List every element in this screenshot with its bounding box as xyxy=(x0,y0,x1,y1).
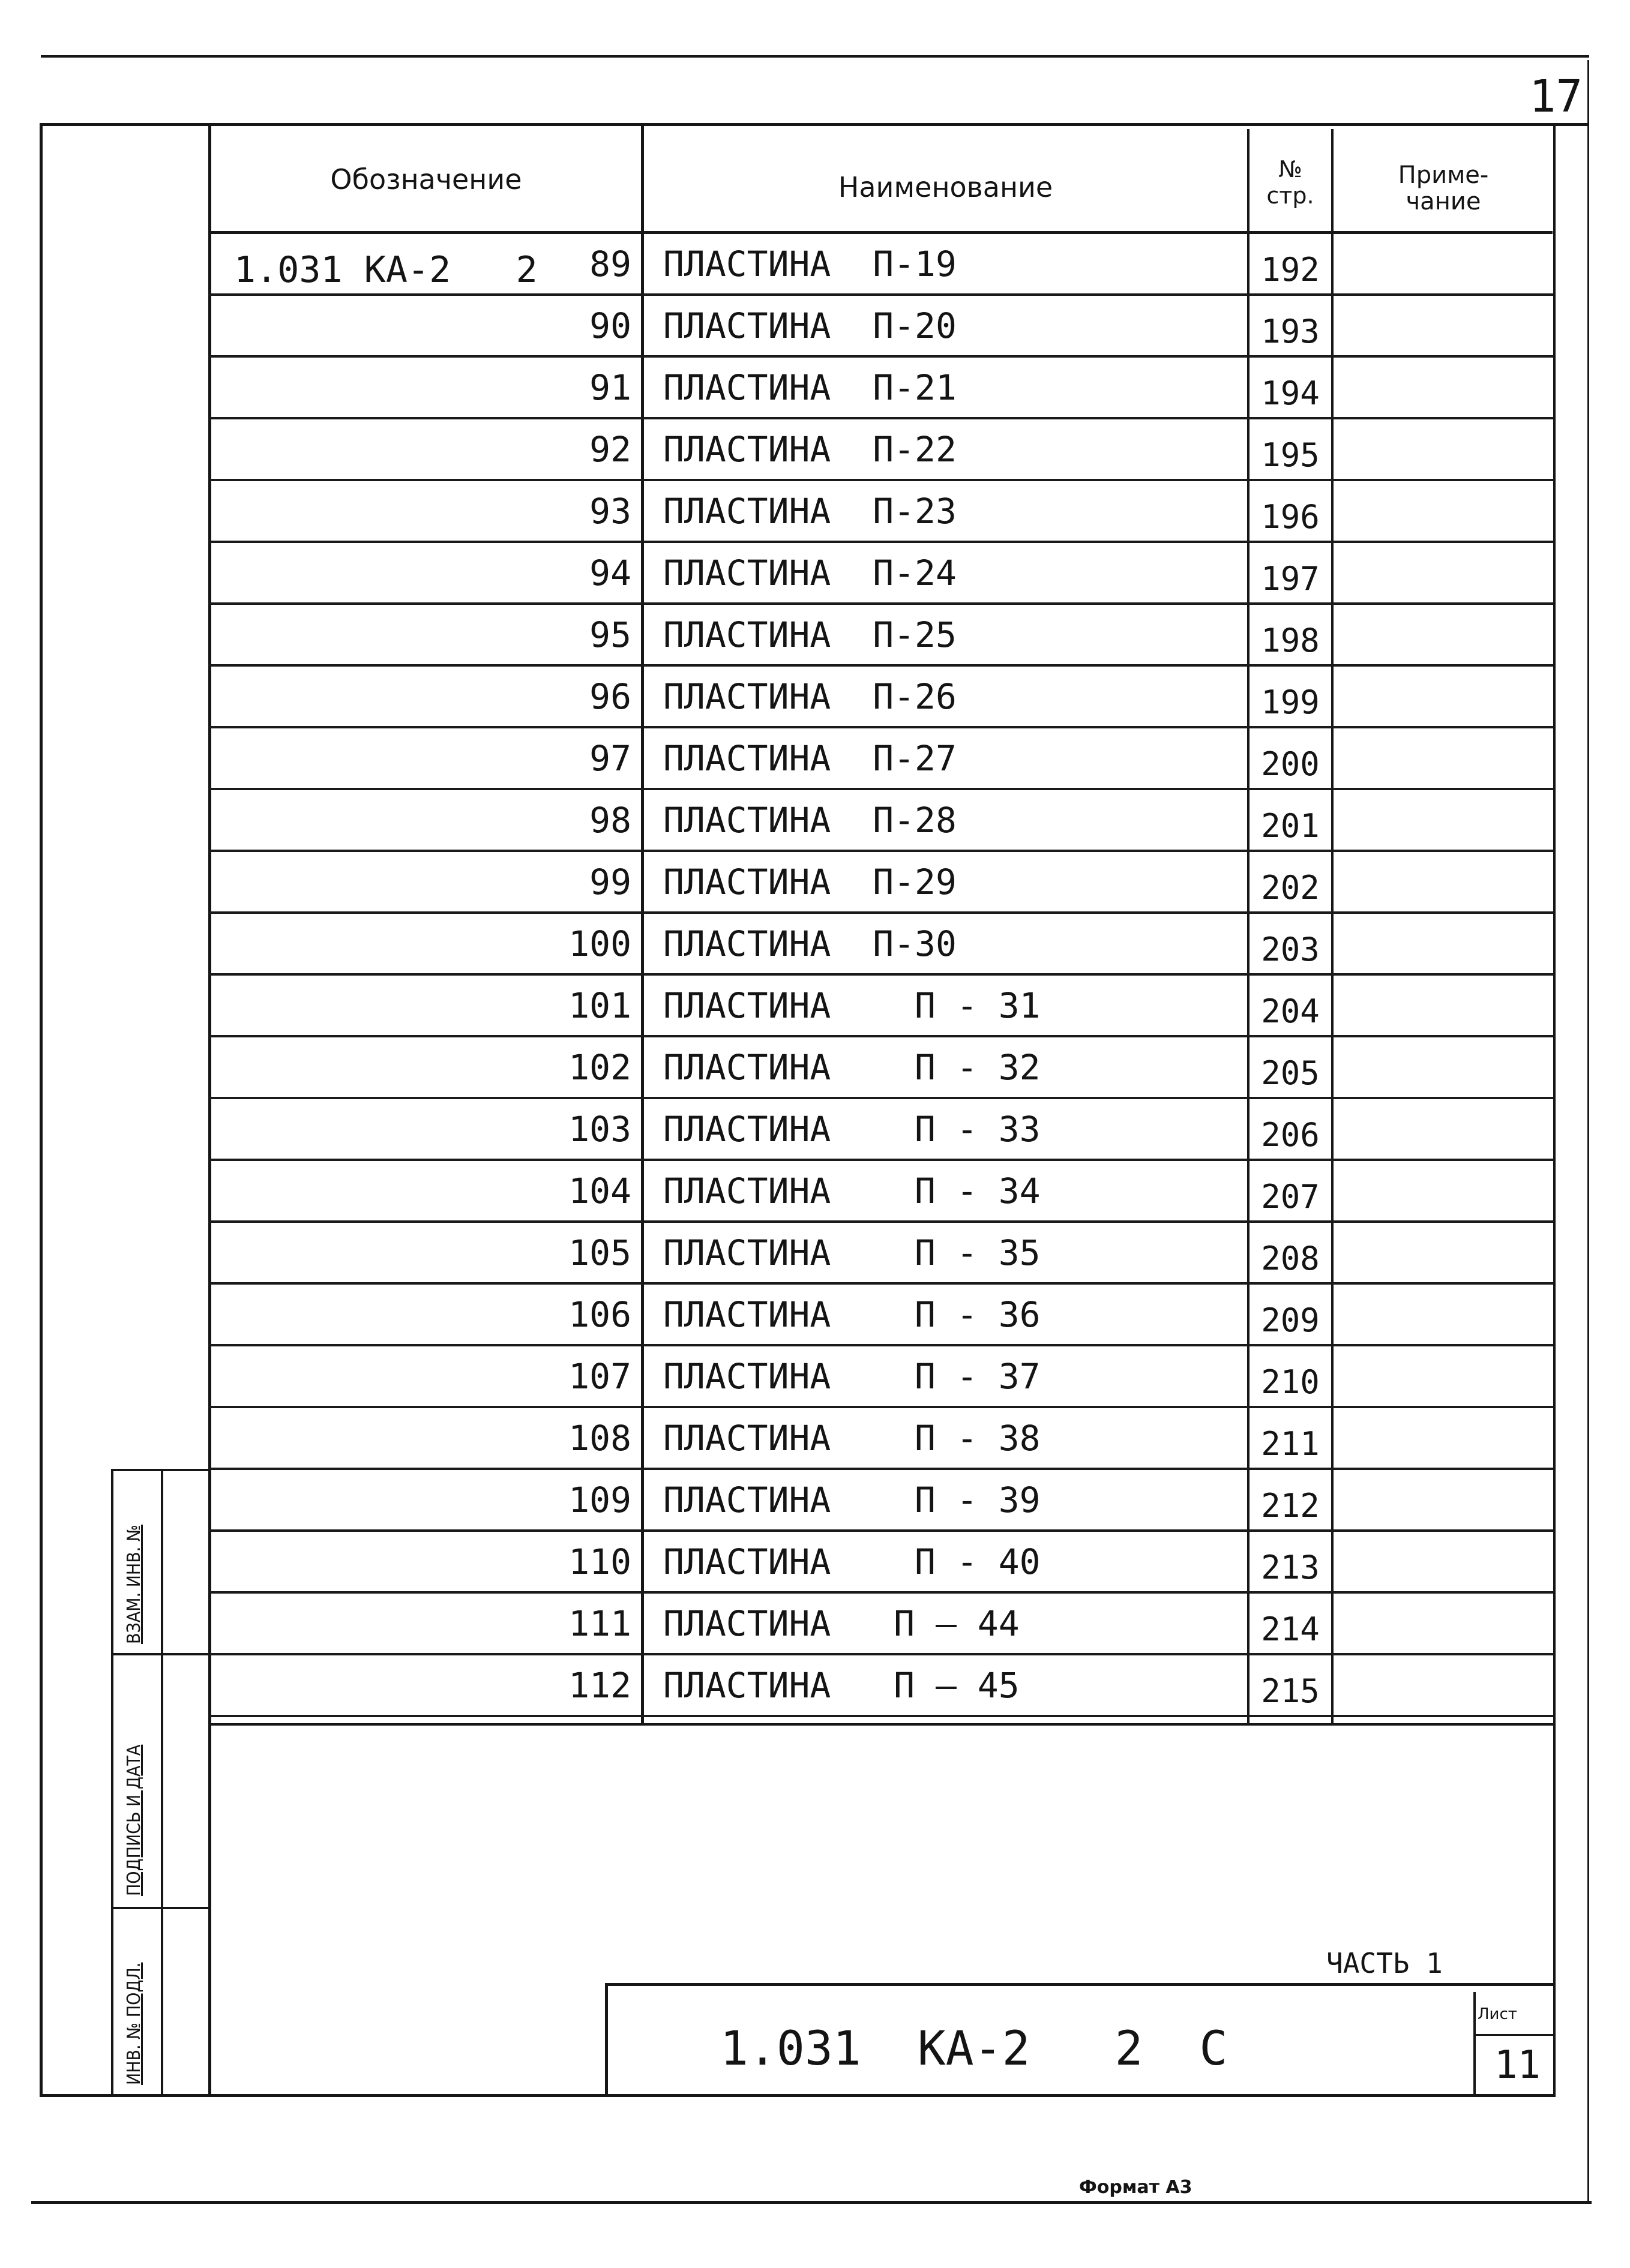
row-number: 96 xyxy=(589,676,631,717)
row-name: ПЛАСТИНА П - 38 xyxy=(663,1417,1041,1459)
frame-left xyxy=(40,123,43,2097)
row-number: 103 xyxy=(568,1108,631,1150)
stamp-sheet-div xyxy=(1473,2034,1553,2036)
row-name: ПЛАСТИНА П-23 xyxy=(663,490,957,532)
row-page: 202 xyxy=(1261,869,1320,907)
row-name: ПЛАСТИНА П - 36 xyxy=(663,1294,1041,1335)
stamp-code: 1.031 КА-2 2 С xyxy=(720,2022,1228,2076)
row-number: 106 xyxy=(568,1294,631,1335)
row-page: 210 xyxy=(1261,1363,1320,1401)
row-number: 109 xyxy=(568,1479,631,1520)
row-page: 199 xyxy=(1261,683,1320,721)
row-page: 192 xyxy=(1261,251,1320,289)
row-name: ПЛАСТИНА П - 40 xyxy=(663,1541,1041,1582)
row-name: ПЛАСТИНА П-30 xyxy=(663,923,957,964)
row-line xyxy=(208,1715,1553,1717)
right-outer-line xyxy=(1587,60,1589,2202)
row-name: ПЛАСТИНА П - 34 xyxy=(663,1170,1041,1211)
row-number: 94 xyxy=(589,552,631,593)
side-label-podpis-data: ПОДПИСЬ И ДАТА xyxy=(124,1744,145,1896)
row-name: ПЛАСТИНА П - 32 xyxy=(663,1046,1041,1088)
row-page: 208 xyxy=(1261,1240,1320,1277)
row-page: 212 xyxy=(1261,1487,1320,1525)
row-name: ПЛАСТИНА П - 33 xyxy=(663,1108,1041,1150)
side-label-inv-no-podl: ИНВ. № ПОДЛ. xyxy=(124,1962,145,2085)
side-col-1 xyxy=(111,1469,113,2097)
row-number: 97 xyxy=(589,737,631,779)
row-page: 195 xyxy=(1261,436,1320,474)
side-div-1 xyxy=(111,1653,209,1655)
row-page: 215 xyxy=(1261,1672,1320,1710)
row-number: 93 xyxy=(589,490,631,532)
designation-prefix: 1.031 КА-2 2 xyxy=(234,249,538,291)
side-col-2 xyxy=(161,1469,163,2097)
stamp-sheet-label: Лист xyxy=(1478,2005,1517,2023)
col-divider-3 xyxy=(1331,129,1334,1725)
row-number: 107 xyxy=(568,1355,631,1397)
row-name: ПЛАСТИНА П-28 xyxy=(663,799,957,841)
row-page: 201 xyxy=(1261,807,1320,845)
row-page: 209 xyxy=(1261,1301,1320,1339)
row-number: 89 xyxy=(589,243,631,284)
side-top xyxy=(111,1469,209,1471)
row-number: 99 xyxy=(589,861,631,902)
row-number: 105 xyxy=(568,1232,631,1273)
row-page: 193 xyxy=(1261,313,1320,350)
row-number: 110 xyxy=(568,1541,631,1582)
header-page-no: № стр. xyxy=(1266,156,1314,209)
row-number: 95 xyxy=(589,614,631,655)
row-page: 200 xyxy=(1261,745,1320,783)
table-bottom-line xyxy=(208,1723,1553,1726)
row-name: ПЛАСТИНА П - 39 xyxy=(663,1479,1041,1520)
row-name: ПЛАСТИНА П-25 xyxy=(663,614,957,655)
row-page: 214 xyxy=(1261,1610,1320,1648)
row-name: ПЛАСТИНА П - 35 xyxy=(663,1232,1041,1273)
row-number: 98 xyxy=(589,799,631,841)
stamp-part: ЧАСТЬ 1 xyxy=(1326,1947,1443,1979)
row-page: 207 xyxy=(1261,1178,1320,1216)
row-page: 206 xyxy=(1261,1116,1320,1154)
side-label-vzam-inv: ВЗАМ. ИНВ. № xyxy=(124,1525,145,1644)
row-name: ПЛАСТИНА П-19 xyxy=(663,243,957,284)
bottom-outer-line xyxy=(31,2201,1592,2204)
row-number: 92 xyxy=(589,428,631,470)
stamp-left xyxy=(605,1983,608,2097)
stamp-sheet-left xyxy=(1473,1992,1476,2097)
row-page: 205 xyxy=(1261,1054,1320,1092)
header-name: Наименование xyxy=(838,171,1053,203)
row-name: ПЛАСТИНА П-22 xyxy=(663,428,957,470)
row-name: ПЛАСТИНА П-26 xyxy=(663,676,957,717)
row-number: 91 xyxy=(589,367,631,408)
row-number: 101 xyxy=(568,985,631,1026)
row-name: ПЛАСТИНА П — 45 xyxy=(663,1664,1020,1706)
row-number: 108 xyxy=(568,1417,631,1459)
row-name: ПЛАСТИНА П-27 xyxy=(663,737,957,779)
row-page: 196 xyxy=(1261,498,1320,536)
top-border-line xyxy=(41,55,1589,58)
row-name: ПЛАСТИНА П-29 xyxy=(663,861,957,902)
row-name: ПЛАСТИНА П - 37 xyxy=(663,1355,1041,1397)
row-page: 211 xyxy=(1261,1425,1320,1463)
frame-top xyxy=(41,123,1589,126)
side-div-2 xyxy=(111,1907,209,1909)
row-page: 194 xyxy=(1261,374,1320,412)
row-name: ПЛАСТИНА П-20 xyxy=(663,305,957,346)
row-number: 90 xyxy=(589,305,631,346)
row-page: 198 xyxy=(1261,622,1320,659)
row-number: 112 xyxy=(568,1664,631,1706)
header-designation: Обозначение xyxy=(330,163,522,196)
page-number: 17 xyxy=(1529,71,1583,122)
row-page: 204 xyxy=(1261,992,1320,1030)
row-name: ПЛАСТИНА П-21 xyxy=(663,367,957,408)
row-number: 111 xyxy=(568,1603,631,1644)
format-label: Формат А3 xyxy=(1079,2177,1192,2198)
frame-right xyxy=(1553,123,1556,2097)
row-page: 213 xyxy=(1261,1549,1320,1586)
row-name: ПЛАСТИНА П - 31 xyxy=(663,985,1041,1026)
row-number: 104 xyxy=(568,1170,631,1211)
row-number: 102 xyxy=(568,1046,631,1088)
row-page: 203 xyxy=(1261,931,1320,968)
header-note: Приме- чание xyxy=(1398,161,1489,215)
row-name: ПЛАСТИНА П-24 xyxy=(663,552,957,593)
frame-bottom xyxy=(40,2094,1556,2097)
col-divider-1 xyxy=(641,123,644,1725)
stamp-sheet-number: 11 xyxy=(1494,2043,1541,2087)
row-name: ПЛАСТИНА П — 44 xyxy=(663,1603,1020,1644)
row-page: 197 xyxy=(1261,560,1320,598)
row-number: 100 xyxy=(568,923,631,964)
stamp-top xyxy=(606,1983,1553,1986)
